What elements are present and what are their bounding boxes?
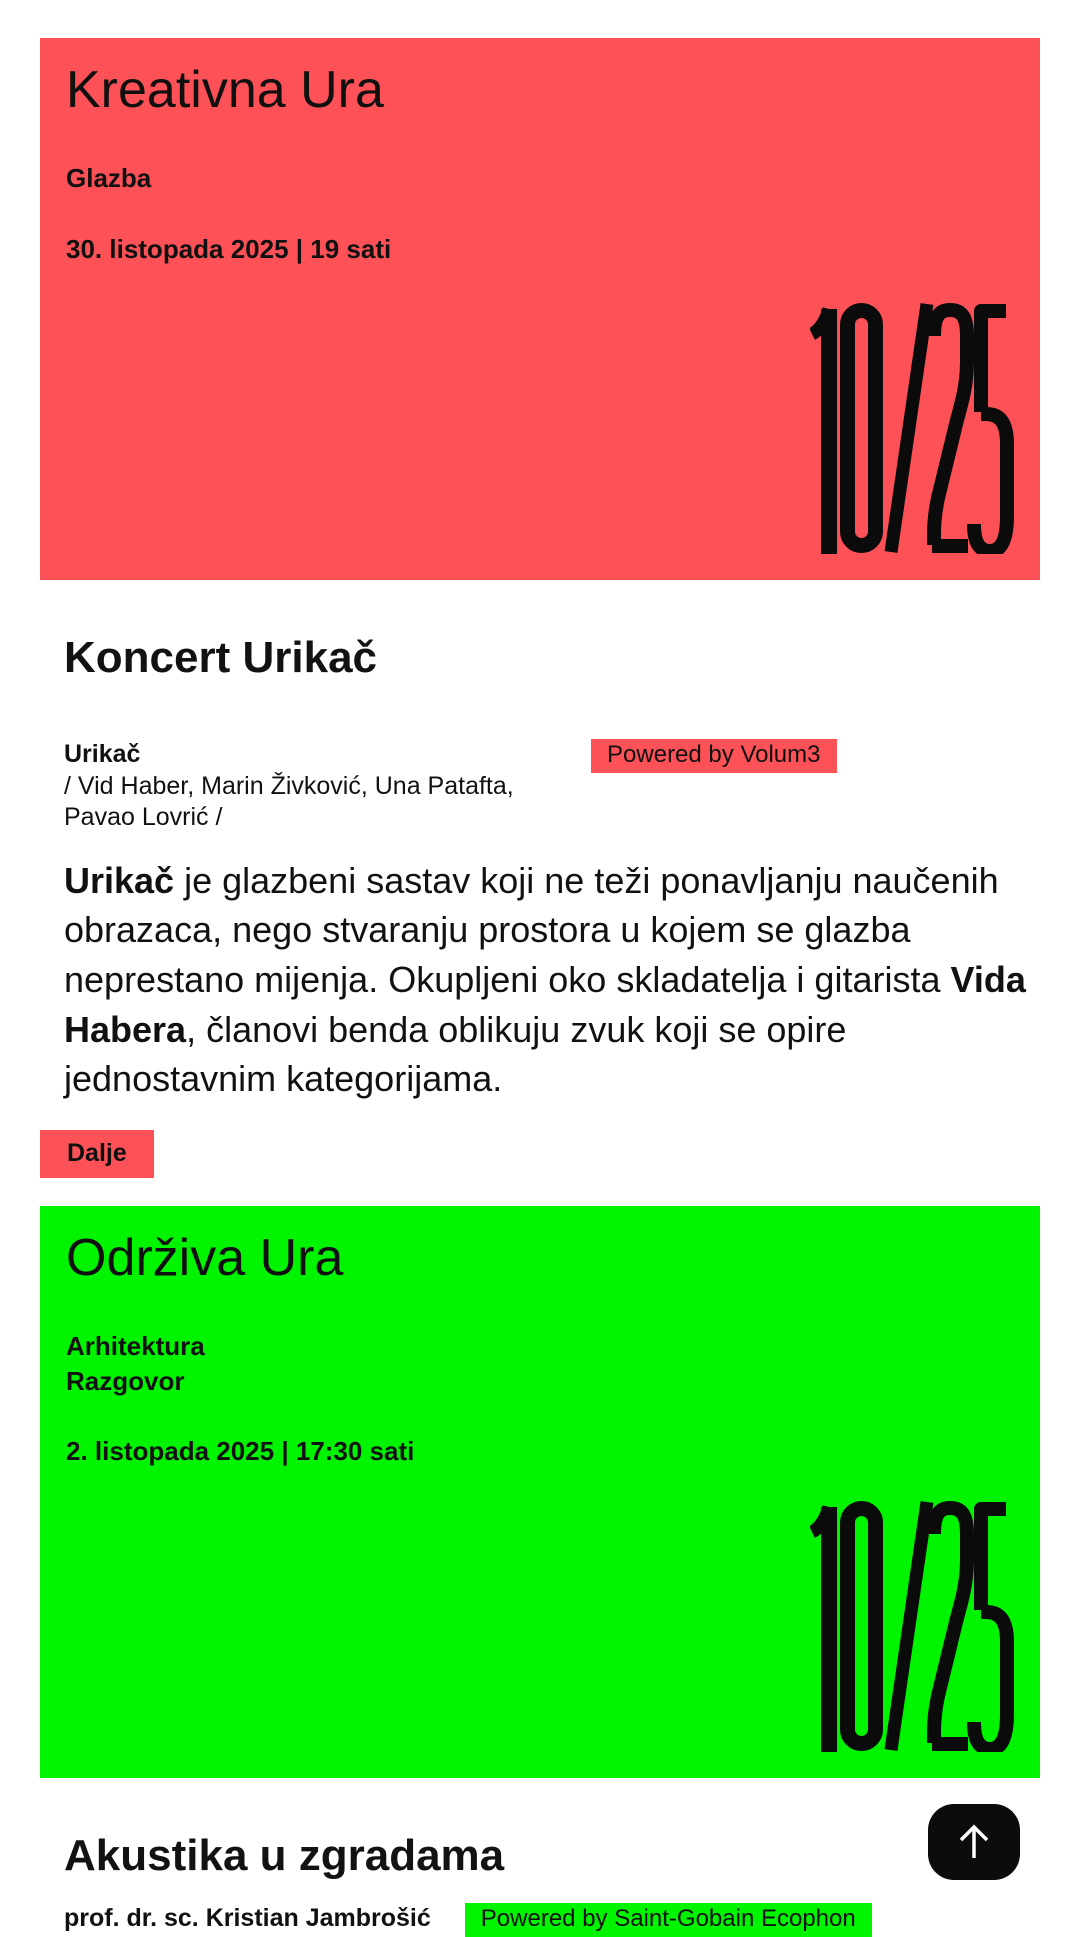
powered-by-saint-gobain-ecophon-badge[interactable]: Powered by Saint-Gobain Ecophon (465, 1903, 872, 1937)
description-text-tail: , članovi benda oblikuju zvuk koji se opire jednostavnim kategorijama. (64, 1008, 847, 1100)
card-category: Arhitektura (66, 1331, 205, 1362)
section-heading: Koncert Urikač (64, 633, 378, 682)
powered-by-volum3-badge[interactable]: Powered by Volum3 (591, 739, 836, 773)
card-category: Razgovor (66, 1365, 185, 1396)
artist-info (64, 739, 591, 834)
card-title: Kreativna Ura (66, 61, 384, 119)
scroll-to-top-button[interactable] (928, 1804, 1020, 1880)
artist-info (64, 1903, 431, 1935)
event-card-kreativna-ura[interactable] (40, 38, 1040, 580)
artist-row (64, 739, 1040, 834)
description-bold-name: Vida Habera (64, 958, 1026, 1050)
event-description (64, 856, 1040, 1104)
card-categories (66, 161, 1014, 195)
card-date: 30. listopada 2025 | 19 sati (66, 233, 392, 264)
card-date: 2. listopada 2025 | 17:30 sati (66, 1435, 415, 1466)
description-bold-lead: Urikač (64, 859, 175, 901)
dalje-button[interactable]: Dalje (40, 1130, 154, 1178)
description-text: je glazbeni sastav koji ne teži ponavljanju naučenih obrazaca, nego stvaranju prostora u kojem se glazba neprestano mijenja. Okupljeni oko skladatelja i gitarista (64, 859, 999, 1000)
card-title: Održiva Ura (66, 1228, 344, 1287)
month-graphic-10-25 (810, 1500, 1014, 1752)
section-heading: Akustika u zgradama (64, 1830, 505, 1880)
artist-row (64, 1903, 1040, 1937)
artist-name: Urikač (64, 740, 141, 769)
event-section-koncert-urikac (40, 632, 1040, 1178)
event-card-odrziva-ura[interactable] (40, 1206, 1040, 1778)
artist-credits: / Vid Haber, Marin Živković, Una Patafta, Pavao Lovrić / (64, 771, 514, 832)
card-categories (66, 1329, 1014, 1398)
event-section-akustika-u-zgradama (40, 1830, 1040, 1937)
up-arrow-icon (952, 1820, 996, 1864)
artist-name: prof. dr. sc. Kristian Jambrošić (64, 1903, 431, 1932)
month-graphic-10-25 (810, 302, 1014, 554)
card-category: Glazba (66, 163, 152, 194)
